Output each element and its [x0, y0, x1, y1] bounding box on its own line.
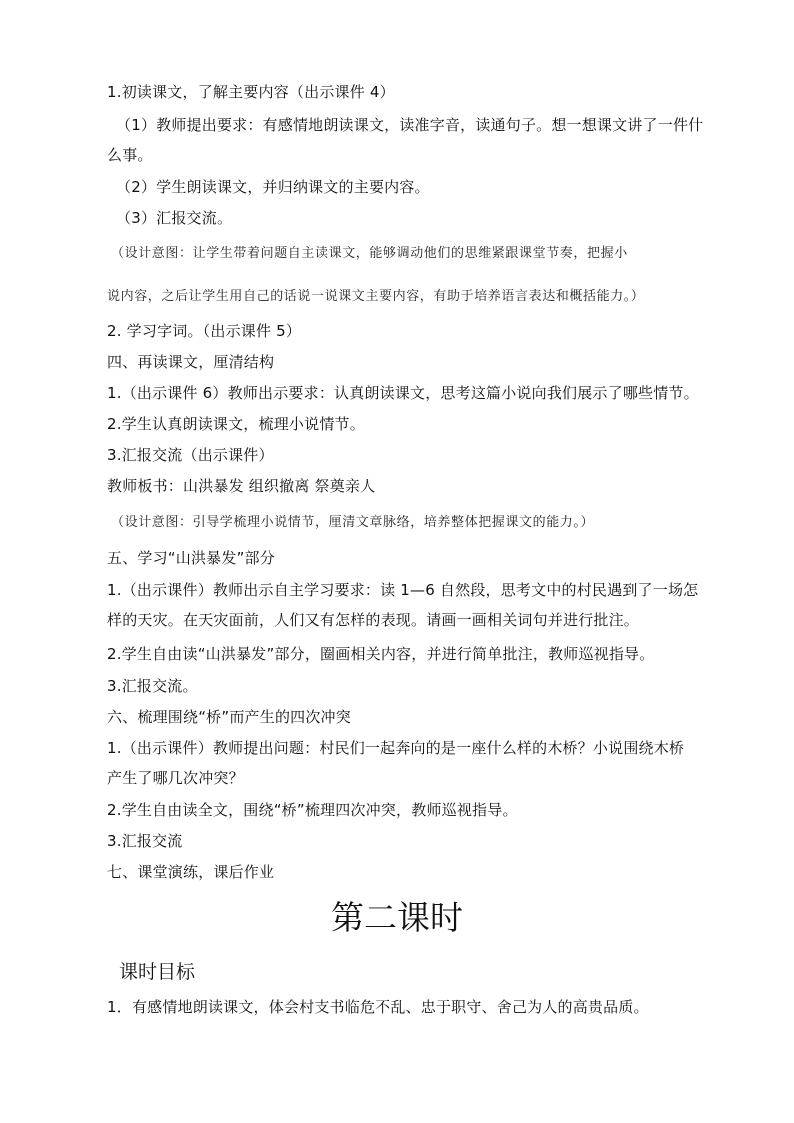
s1-design-note-line1: （设计意图：让学生带着问题自主读课文，能够调动他们的思维紧跟课堂节奏，把握小 [111, 246, 628, 261]
s4-heading: 四、再读课文，厘清结构 [107, 353, 275, 371]
s6-item3: 3.汇报交流 [107, 832, 183, 850]
s5-heading: 五、学习“山洪暴发”部分 [107, 549, 275, 567]
lesson2-goals-heading: 课时目标 [119, 961, 196, 983]
s6-item1a: 1.（出示课件）教师提出问题：村民们一起奔向的是一座什么样的木桥？小说围绕木桥 [107, 739, 685, 757]
lesson2-goal1: 1．有感情地朗读课文，体会村支书临危不乱、忠于职守、舍己为人的高贵品质。 [107, 998, 649, 1016]
s6-item2: 2.学生自由读全文，围绕“桥”梳理四次冲突，教师巡视指导。 [107, 801, 518, 819]
s6-heading: 六、梳理围绕“桥”而产生的四次冲突 [107, 708, 351, 726]
s1-item1-1b: 么事。 [107, 146, 153, 164]
s5-item1b: 样的天灾。在天灾面前，人们又有怎样的表现。请画一画相关词句并进行批注。 [107, 611, 640, 629]
s6-item1b: 产生了哪几次冲突？ [107, 769, 244, 787]
s1-design-note-line2: 说内容，之后让学生用自己的话说一说课文主要内容，有助于培养语言表达和概括能力。） [107, 289, 645, 304]
s4-item2: 2.学生认真朗读课文，梳理小说情节。 [107, 415, 365, 433]
s5-item3: 3.汇报交流。 [107, 677, 198, 695]
lesson2-title: 第二课时 [331, 898, 463, 937]
s4-item3: 3.汇报交流（出示课件） [107, 446, 274, 464]
s7-heading: 七、课堂演练，课后作业 [107, 863, 275, 881]
s1-item2: 2. 学习字词。（出示课件 5） [107, 322, 302, 340]
s1-item1-2: （2）学生朗读课文，并归纳课文的主要内容。 [116, 178, 430, 196]
s1-item1-3: （3）汇报交流。 [116, 209, 233, 227]
s5-item2: 2.学生自由读“山洪暴发”部分，圈画相关内容，并进行简单批注，教师巡视指导。 [107, 645, 655, 663]
s4-board: 教师板书：山洪暴发 组织撤离 祭奠亲人 [107, 477, 376, 495]
s4-item1: 1.（出示课件 6）教师出示要求：认真朗读课文，思考这篇小说向我们展示了哪些情节。 [107, 384, 699, 402]
s4-design-note: （设计意图：引导学梳理小说情节，厘清文章脉络，培养整体把握课文的能力。） [111, 515, 595, 530]
s5-item1a: 1.（出示课件）教师出示自主学习要求：读 1—6 自然段，思考文中的村民遇到了一场怎 [107, 581, 699, 599]
s1-item1-1a: （1）教师提出要求：有感情地朗读课文，读准字音，读通句子。想一想课文讲了一件什 [116, 116, 704, 134]
s1-item1: 1.初读课文，了解主要内容（出示课件 4） [107, 83, 395, 101]
